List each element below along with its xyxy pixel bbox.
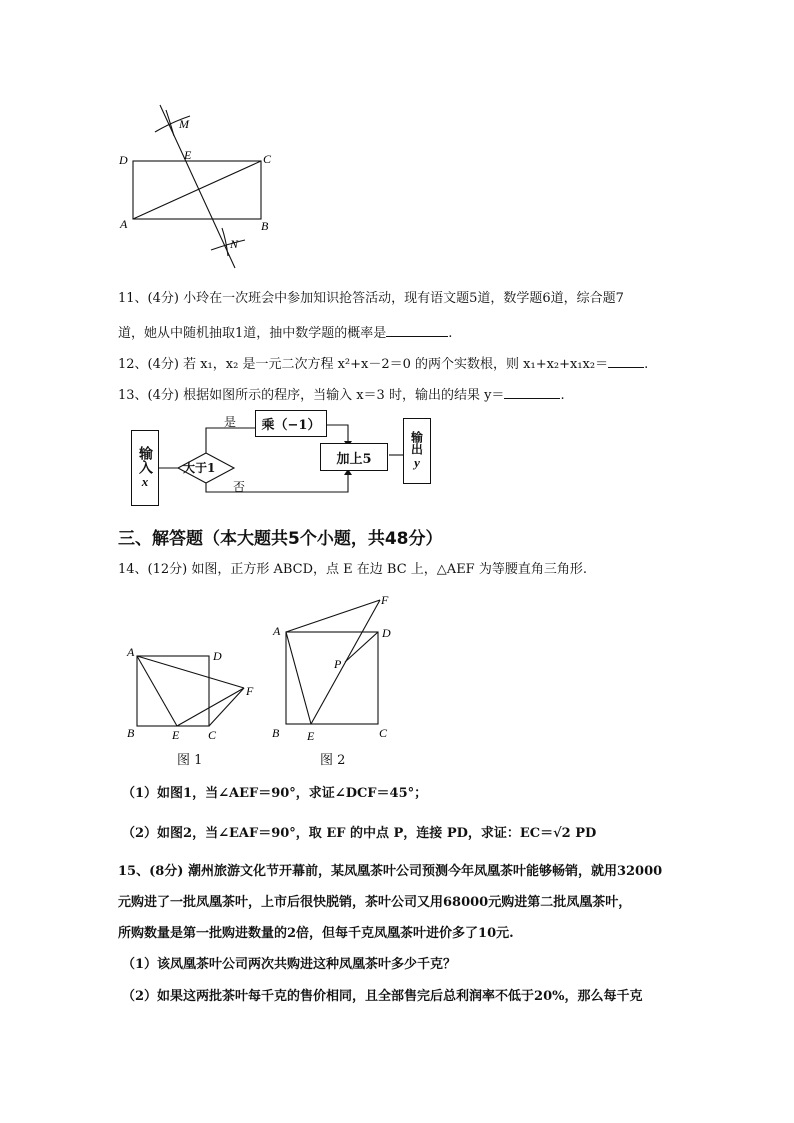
fig2-label-B: B bbox=[272, 726, 280, 740]
fig2-label-F: F bbox=[381, 593, 389, 607]
fig1-label-F: F bbox=[246, 684, 254, 698]
question-11-end: . bbox=[448, 326, 453, 341]
question-12 bbox=[118, 355, 648, 373]
fig2-label-C: C bbox=[379, 726, 388, 740]
fig2-label-E: E bbox=[307, 729, 315, 743]
fig1-label-A: A bbox=[127, 645, 135, 659]
question-15-line2: 元购进了一批凤凰茶叶，上市后很快脱销，茶叶公司又用68000元购进第二批凤凰茶叶， bbox=[118, 895, 632, 910]
figure-2-caption: 图 2 bbox=[320, 753, 346, 768]
rectangle-bisector-figure bbox=[110, 100, 290, 275]
condition-label: 大于1 bbox=[183, 461, 216, 475]
fig1-label-B: B bbox=[127, 726, 135, 740]
figure-1 bbox=[122, 645, 262, 755]
multiply-box: 乘（−1） bbox=[255, 410, 327, 437]
fig2-label-P: P bbox=[334, 657, 342, 671]
add-box: 加上5 bbox=[320, 443, 388, 471]
fig2-label-D: D bbox=[382, 626, 391, 640]
fig2-label-A: A bbox=[273, 624, 281, 638]
section-heading: 三、解答题（本大题共5个小题，共48分） bbox=[118, 529, 443, 549]
output-box bbox=[403, 418, 431, 484]
figure-1-caption: 图 1 bbox=[177, 753, 203, 768]
figure-2 bbox=[266, 590, 406, 745]
question-15-part1: （1）该凤凰茶叶公司两次共购进这种凤凰茶叶多少千克？ bbox=[122, 957, 457, 972]
question-13 bbox=[118, 386, 565, 404]
question-14: 14、(12分) 如图，正方形 ABCD，点 E 在边 BC 上，△AEF 为等腰直角三角形. bbox=[118, 562, 587, 577]
fig1-label-C: C bbox=[208, 728, 217, 742]
question-11-line1: 11、(4分) 小玲在一次班会中参加知识抢答活动，现有语文题5道，数学题6道，综合题7 bbox=[118, 291, 624, 306]
question-15-part2: （2）如果这两批茶叶每千克的售价相同，且全部售完后总利润率不低于20%，那么每千克 bbox=[122, 989, 643, 1004]
output-label: 输出 bbox=[409, 431, 424, 455]
label-B: B bbox=[261, 219, 269, 233]
question-11-line2 bbox=[118, 324, 452, 342]
fig1-label-D: D bbox=[213, 649, 222, 663]
no-label: 否 bbox=[233, 480, 246, 494]
label-D: D bbox=[119, 153, 128, 167]
label-E: E bbox=[184, 148, 192, 162]
output-var: y bbox=[414, 455, 420, 470]
input-label: 输入 bbox=[137, 446, 153, 474]
yes-label: 是 bbox=[224, 415, 237, 429]
question-13-end: . bbox=[560, 388, 565, 403]
answer-blank bbox=[386, 324, 448, 337]
question-14-part1: （1）如图1，当∠AEF＝90°，求证∠DCF＝45°； bbox=[122, 786, 428, 801]
question-12-end: . bbox=[644, 357, 649, 372]
label-M: M bbox=[179, 117, 189, 131]
question-15-line3: 所购数量是第一批购进数量的2倍，但每千克凤凰茶叶进价多了10元. bbox=[118, 926, 514, 941]
input-var: x bbox=[141, 474, 149, 489]
label-C: C bbox=[263, 152, 272, 166]
question-15-line1: 15、(8分) 潮州旅游文化节开幕前，某凤凰茶叶公司预测今年凤凰茶叶能够畅销，就用32000 bbox=[118, 864, 663, 879]
label-N: N bbox=[230, 237, 239, 251]
label-A: A bbox=[120, 217, 128, 231]
question-11-text: 道，她从中随机抽取1道，抽中数学题的概率是 bbox=[118, 326, 387, 341]
answer-blank bbox=[504, 386, 560, 399]
answer-blank bbox=[608, 355, 644, 368]
input-box bbox=[131, 430, 159, 506]
question-14-part2: （2）如图2，当∠EAF＝90°，取 EF 的中点 P，连接 PD，求证：EC＝√2 PD bbox=[122, 826, 597, 841]
question-12-text: 12、(4分) 若 x₁，x₂ 是一元二次方程 x²+x－2＝0 的两个实数根，则 x₁+x₂+x₁x₂＝ bbox=[118, 357, 609, 372]
question-13-text: 13、(4分) 根据如图所示的程序，当输入 x＝3 时，输出的结果 y＝ bbox=[118, 388, 505, 403]
fig1-label-E: E bbox=[172, 728, 180, 742]
